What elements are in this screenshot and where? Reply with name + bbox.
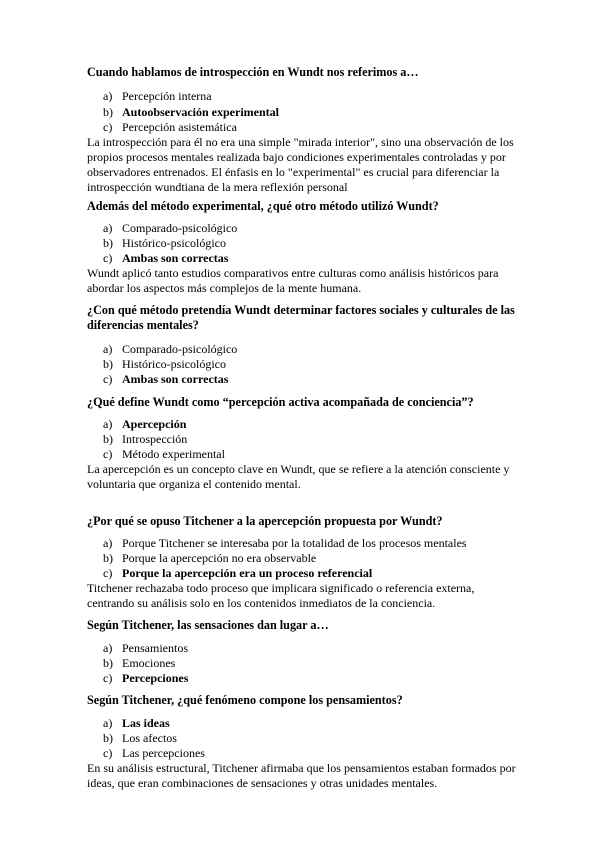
option-3c-correct: c) Ambas son correctas	[103, 372, 229, 386]
question-2: Además del método experimental, ¿qué otro método utilizó Wundt?	[87, 199, 439, 213]
option-5b: b) Porque la apercepción no era observable	[103, 551, 317, 565]
question-3: ¿Con qué método pretendía Wundt determinar factores sociales y culturales de las diferencias mentales?	[87, 303, 515, 332]
question-4: ¿Qué define Wundt como “percepción activa acompañada de conciencia”?	[87, 395, 474, 409]
explanation-1: La introspección para él no era una simple "mirada interior", sino una observación de los propios procesos mentales realizada bajo condiciones experimentales controladas y por observadores entrenados. El énfasis en lo "experimental" es crucial para diferenciar la introspección wundtiana de la mera reflexión personal	[87, 135, 514, 194]
explanation-5: Titchener rechazaba todo proceso que implicara significado o referencia externa, centrando su análisis solo en los contenidos inmediatos de la conciencia.	[87, 581, 475, 610]
option-7a-correct: a) Las ideas	[103, 716, 170, 730]
explanation-4: La apercepción es un concepto clave en Wundt, que se refiere a la atención consciente y voluntaria que organiza el contenido mental.	[87, 462, 510, 491]
option-3b: b) Histórico-psicológico	[103, 357, 226, 371]
explanation-7: En su análisis estructural, Titchener afirmaba que los pensamientos estaban formados por ideas, que eran combinaciones de sensaciones y otras unidades mentales.	[87, 761, 516, 790]
option-1a: a) Percepción interna	[103, 89, 212, 103]
question-1: Cuando hablamos de introspección en Wundt nos referimos a…	[87, 65, 419, 79]
option-4b: b) Introspección	[103, 432, 188, 446]
option-2b: b) Histórico-psicológico	[103, 236, 226, 250]
option-1c: c) Percepción asistemática	[103, 120, 237, 134]
option-4a-correct: a) Apercepción	[103, 417, 187, 431]
question-7: Según Titchener, ¿qué fenómeno compone los pensamientos?	[87, 693, 403, 707]
option-6c-correct: c) Percepciones	[103, 671, 189, 685]
question-6: Según Titchener, las sensaciones dan lugar a…	[87, 618, 329, 632]
option-2c-correct: c) Ambas son correctas	[103, 251, 229, 265]
option-7c: c) Las percepciones	[103, 746, 205, 760]
option-5a: a) Porque Titchener se interesaba por la totalidad de los procesos mentales	[103, 536, 467, 550]
question-5: ¿Por qué se opuso Titchener a la apercepción propuesta por Wundt?	[87, 514, 443, 528]
option-5c-correct: c) Porque la apercepción era un proceso referencial	[103, 566, 373, 580]
option-6b: b) Emociones	[103, 656, 176, 670]
option-2a: a) Comparado-psicológico	[103, 221, 238, 235]
explanation-2: Wundt aplicó tanto estudios comparativos entre culturas como análisis históricos para abordar los aspectos más complejos de la mente humana.	[87, 266, 499, 295]
option-4c: c) Método experimental	[103, 447, 225, 461]
option-6a: a) Pensamientos	[103, 641, 188, 655]
option-1b-correct: b) Autoobservación experimental	[103, 105, 279, 119]
option-7b: b) Los afectos	[103, 731, 177, 745]
option-3a: a) Comparado-psicológico	[103, 342, 238, 356]
